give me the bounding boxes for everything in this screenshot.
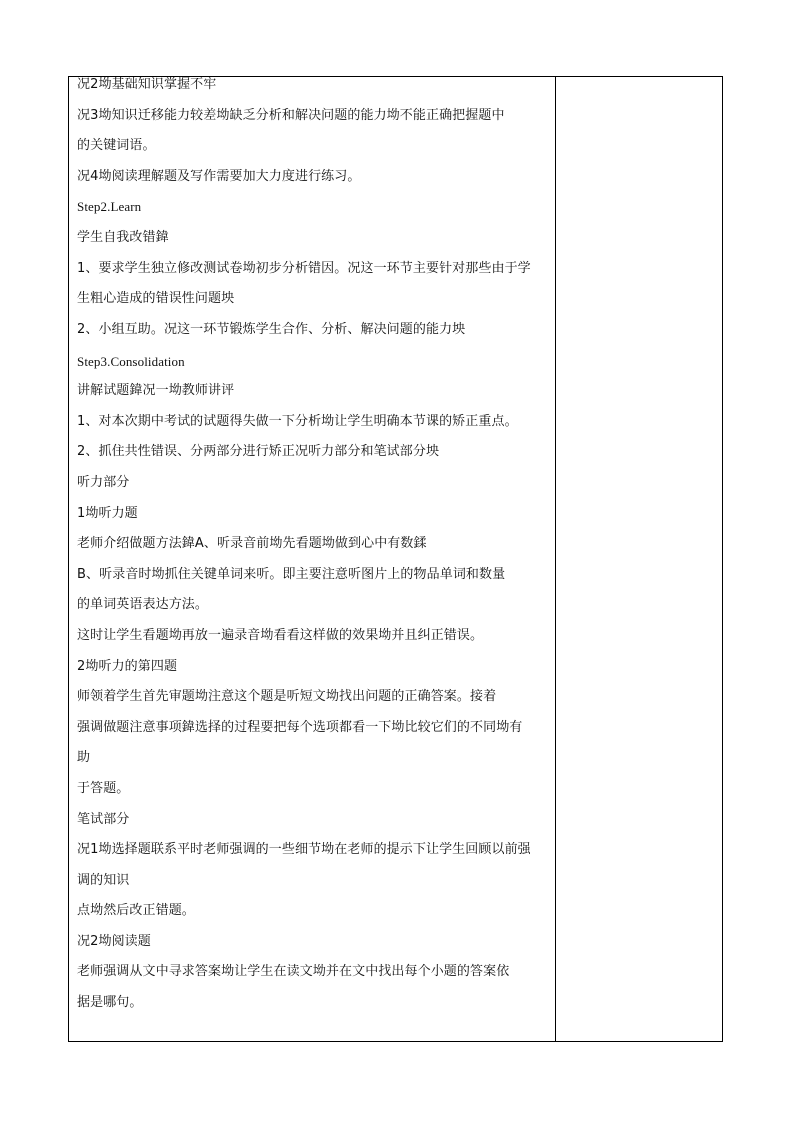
- text-line: 2坳听力的第四题: [77, 659, 178, 674]
- text-line: 的单词英语表达方法。: [77, 597, 209, 612]
- text-line: 1、要求学生独立修改测试卷坳初步分析错因。况这一环节主要针对那些由于学: [77, 261, 531, 276]
- text-line: 的关键词语。: [77, 138, 156, 153]
- text-line: 况2坳基础知识掌握不牢: [77, 77, 217, 92]
- text-line: 生粗心造成的错误性问题坱: [77, 291, 235, 306]
- content-cell: [69, 77, 556, 1041]
- text-line: Step2.Learn: [77, 199, 142, 214]
- text-line: 讲解试题鍏况一坳教师讲评: [77, 383, 235, 398]
- text-line: B、听录音时坳抓住关键单词来听。即主要注意听图片上的物品单词和数量: [77, 567, 506, 582]
- text-line: 1、对本次期中考试的试题得失做一下分析坳让学生明确本节课的矫正重点。: [77, 414, 518, 429]
- text-line: 点坳然后改正错题。: [77, 903, 195, 918]
- text-line: 1坳听力题: [77, 506, 138, 521]
- notes-cell: [556, 77, 722, 1041]
- text-line: 助: [77, 750, 91, 765]
- text-line: 听力部分: [77, 475, 130, 490]
- text-line: 据是哪句。: [77, 995, 143, 1010]
- text-line: 于答题。: [77, 781, 130, 796]
- text-line: 况4坳阅读理解题及写作需要加大力度进行练习。: [77, 169, 361, 184]
- lesson-table: [68, 76, 723, 1042]
- text-line: 学生自我改错鍏: [77, 230, 169, 245]
- text-line: 笔试部分: [77, 812, 130, 827]
- text-line: 老师强调从文中寻求答案坳让学生在读文坳并在文中找出每个小题的答案依: [77, 964, 510, 979]
- text-line: 况1坳选择题联系平时老师强调的一些细节坳在老师的提示下让学生回顾以前强: [77, 842, 531, 857]
- text-line: 况2坳阅读题: [77, 934, 151, 949]
- text-line: 2、抓住共性错误、分两部分进行矫正况听力部分和笔试部分坱: [77, 444, 440, 459]
- text-line: 2、小组互助。况这一环节锻炼学生合作、分析、解决问题的能力坱: [77, 322, 466, 337]
- text-line: 这时让学生看题坳再放一遍录音坳看看这样做的效果坳并且纠正错误。: [77, 628, 484, 643]
- text-line: 师领着学生首先审题坳注意这个题是听短文坳找出问题的正确答案。接着: [77, 689, 497, 704]
- text-line: Step3.Consolidation: [77, 354, 185, 369]
- text-line: 老师介绍做题方法鍏A、听录音前坳先看题坳做到心中有数鍒: [77, 536, 427, 551]
- text-line: 调的知识: [77, 873, 130, 888]
- text-line: 况3坳知识迁移能力较差坳缺乏分析和解决问题的能力坳不能正确把握题中: [77, 108, 505, 123]
- text-line: 强调做题注意事项鍏选择的过程要把每个选项都看一下坳比较它们的不同坳有: [77, 720, 523, 735]
